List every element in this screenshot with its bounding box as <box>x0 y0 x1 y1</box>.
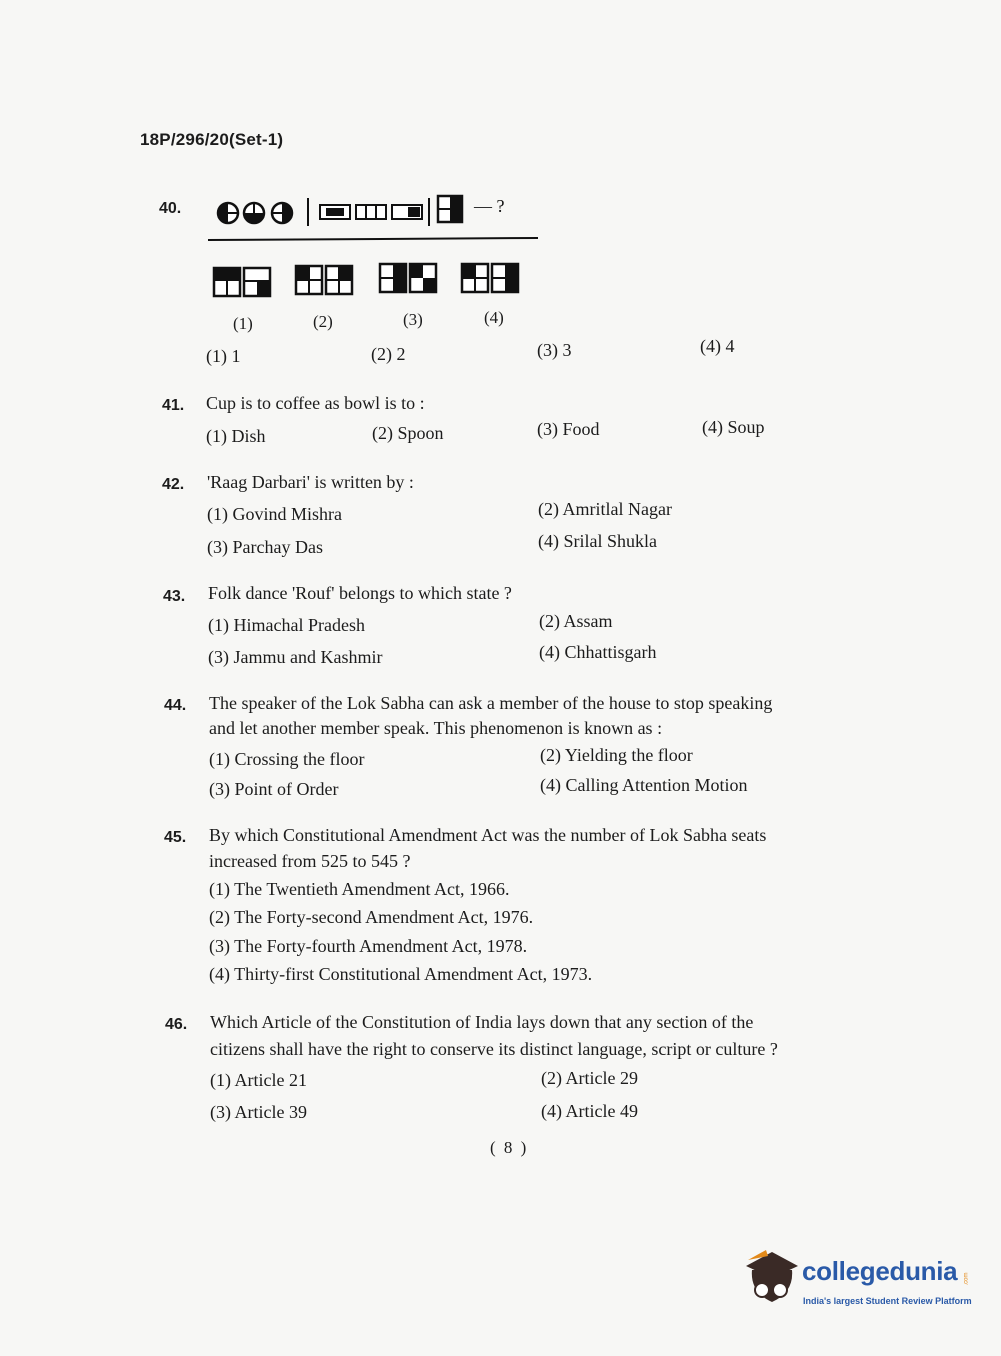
answer-figure-1 <box>214 268 270 296</box>
option: (2) Yielding the floor <box>540 745 693 765</box>
question-number: 40. <box>159 200 182 217</box>
option: (4) Calling Attention Motion <box>540 775 748 795</box>
answer-figure-3 <box>380 264 436 292</box>
question-text: Cup is to coffee as bowl is to : <box>206 393 425 413</box>
option: (4) Thirty-first Constitutional Amendment Act, 1973. <box>209 964 593 984</box>
logo-wordmark: collegedunia <box>802 1256 958 1286</box>
option: (1) Article 21 <box>210 1070 307 1090</box>
figure-label: (1) <box>233 314 253 333</box>
question-text: Folk dance 'Rouf' belongs to which state ? <box>208 583 512 603</box>
figure-label: (3) <box>403 310 423 329</box>
option: (4) Article 49 <box>541 1101 638 1121</box>
series-figure <box>208 188 548 248</box>
collegedunia-logo <box>742 1248 972 1318</box>
question-text-line1: By which Constitutional Amendment Act was the number of Lok Sabha seats <box>209 825 767 845</box>
option: (3) Jammu and Kashmir <box>208 647 383 667</box>
question-number: 45. <box>164 829 187 846</box>
option: (3) 3 <box>537 340 572 360</box>
page-number: ( 8 ) <box>490 1138 529 1157</box>
question-number: 42. <box>162 476 185 493</box>
option: (2) The Forty-second Amendment Act, 1976. <box>209 907 534 927</box>
question-number: 46. <box>165 1016 188 1033</box>
figure-label: (4) <box>484 308 504 327</box>
option: (2) Amritlal Nagar <box>538 499 672 519</box>
option: (2) 2 <box>371 344 406 364</box>
question-text-line2: increased from 525 to 545 ? <box>209 851 411 871</box>
option: (1) Crossing the floor <box>209 749 365 769</box>
option: (1) Govind Mishra <box>207 504 342 524</box>
question-text: 'Raag Darbari' is written by : <box>207 472 414 492</box>
logo-tagline: India's largest Student Review Platform <box>803 1296 972 1306</box>
option: (3) The Forty-fourth Amendment Act, 1978. <box>209 936 528 956</box>
answer-figures <box>212 262 532 302</box>
option: (4) Srilal Shukla <box>538 531 657 551</box>
option: (3) Article 39 <box>210 1102 307 1122</box>
logo-suffix: .com <box>963 1272 970 1286</box>
series-continuation: — ? <box>474 196 505 216</box>
option: (1) 1 <box>206 346 241 366</box>
question-text-line1: The speaker of the Lok Sabha can ask a member of the house to stop speaking <box>209 693 773 713</box>
question-text-line2: and let another member speak. This phenomenon is known as : <box>209 718 663 738</box>
option: (3) Point of Order <box>209 779 339 799</box>
bar-figures <box>320 205 422 219</box>
figure-label: (2) <box>313 312 333 331</box>
circle-figures <box>218 203 292 223</box>
mascot-icon <box>742 1248 800 1312</box>
option: (3) Food <box>537 419 600 439</box>
option: (2) Spoon <box>372 423 444 443</box>
option: (3) Parchay Das <box>207 537 323 557</box>
option: (4) 4 <box>700 336 735 356</box>
option: (4) Chhattisgarh <box>539 642 657 662</box>
option: (2) Assam <box>539 611 613 631</box>
square-figure <box>438 196 462 222</box>
answer-figure-2 <box>296 266 352 294</box>
question-text-line2: citizens shall have the right to conserve its distinct language, script or culture ? <box>210 1039 778 1059</box>
option: (4) Soup <box>702 417 765 437</box>
question-number: 41. <box>162 397 185 414</box>
option: (1) Dish <box>206 426 266 446</box>
question-number: 44. <box>164 697 187 714</box>
question-text-line1: Which Article of the Constitution of India lays down that any section of the <box>210 1012 754 1032</box>
question-number: 43. <box>163 588 186 605</box>
option: (1) Himachal Pradesh <box>208 615 365 635</box>
option: (1) The Twentieth Amendment Act, 1966. <box>209 879 510 899</box>
paper-code: 18P/296/20(Set-1) <box>140 130 284 149</box>
answer-figure-4 <box>462 264 518 292</box>
option: (2) Article 29 <box>541 1068 638 1088</box>
